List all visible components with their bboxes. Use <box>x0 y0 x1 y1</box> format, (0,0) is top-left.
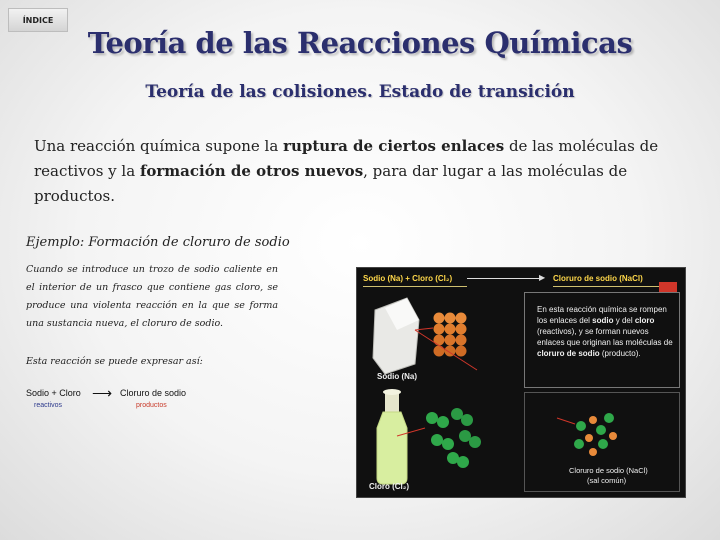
intro-text-3: , para dar lugar a las moléculas de productos. <box>34 162 628 205</box>
fig-bold-sodium: sodio <box>592 316 614 325</box>
nacl-lattice-icon <box>557 413 617 456</box>
fig-text-2: y del <box>613 316 635 325</box>
sodium-lattice-icon <box>415 313 477 371</box>
example-title: Ejemplo: Formación de cloruro de sodio <box>26 235 290 250</box>
chlorine-flask-icon <box>377 389 407 484</box>
example-description: Cuando se introduce un trozo de sodio caliente en el interior de un frasco que contiene gas cloro, se produce una violenta reacción en la que se forma una sustancia nueva, el cloruro de sodio. <box>26 264 278 329</box>
page-title: Teoría de las Reacciones Químicas <box>87 26 633 60</box>
label-common-salt: (sal común) <box>587 476 627 485</box>
figure-header-product: Cloruro de sodio (NaCl) <box>553 274 643 283</box>
intro-bold-1: ruptura de ciertos enlaces <box>283 137 505 155</box>
label-sodium: Sodio (Na) <box>377 372 417 381</box>
page-subtitle: Teoría de las colisiones. Estado de transición <box>145 82 575 102</box>
fig-bold-nacl: cloruro de sodio <box>537 349 600 358</box>
fig-text-1: En esta reacción química se rompen los enlaces del <box>537 305 667 325</box>
fig-text-3: (reactivos), y se forman nuevos enlaces que originan las moléculas de <box>537 327 673 347</box>
label-chlorine: Cloro (Cl₂) <box>369 482 409 491</box>
fig-text-4: (producto). <box>599 349 641 358</box>
equation-reactants: Sodio + Cloro <box>26 388 81 398</box>
chlorine-molecules-icon <box>397 408 481 468</box>
figure-header-reactants: Sodio (Na) + Cloro (Cl₂) <box>363 274 453 283</box>
equation-products: Cloruro de sodio <box>120 388 187 398</box>
fig-bold-chlorine: cloro <box>634 316 655 325</box>
reaction-equation <box>26 385 216 418</box>
index-button[interactable]: ÍNDICE <box>8 8 68 32</box>
label-nacl: Cloruro de sodio (NaCl) <box>569 466 648 475</box>
equation-products-label: productos <box>136 402 167 409</box>
equation-reactants-label: reactivos <box>34 402 63 409</box>
sodium-block-icon <box>373 298 419 374</box>
reaction-arrow-icon: ⟶ <box>92 385 113 401</box>
expression-label: Esta reacción se puede expresar así: <box>26 356 203 367</box>
arrow-right-icon: ▶ <box>539 273 546 282</box>
reaction-illustration <box>356 267 686 498</box>
intro-text-1: Una reacción química supone la <box>34 137 284 155</box>
intro-text-2: de las moléculas de reactivos y la <box>34 137 659 180</box>
reaction-drawing <box>357 268 685 497</box>
intro-paragraph <box>34 134 684 209</box>
intro-bold-2: formación de otros nuevos <box>139 162 364 180</box>
